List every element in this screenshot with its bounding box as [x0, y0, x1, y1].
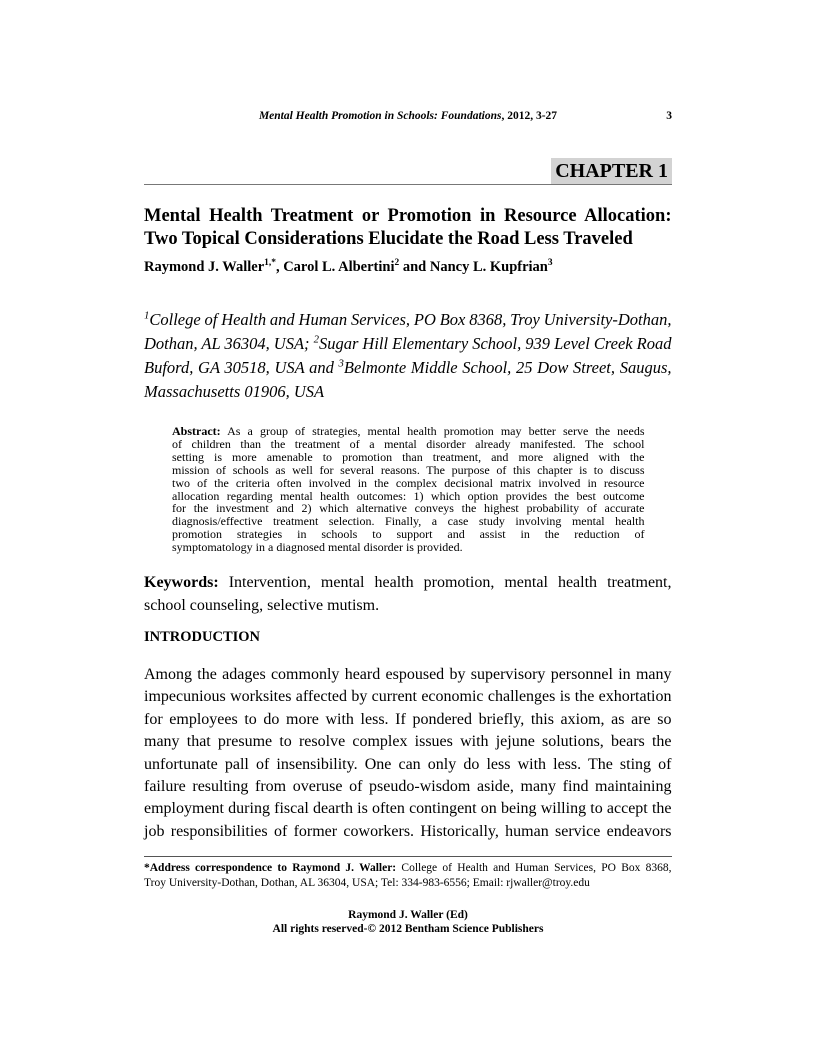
line-text: unfortunate pall of insensibility. One can only do less with less. The sting of: [144, 755, 672, 773]
line-content: [172, 437, 645, 451]
line-text: two of the criteria often involved in the complex decisional matrix involved in resource: [172, 475, 645, 490]
line-content: [172, 540, 463, 554]
line-text: school counseling, selective mutism.: [144, 597, 380, 614]
line-text: employment during fiscal dearth is often contingent on being willing to accept the: [144, 800, 672, 818]
chapter-title-line: [144, 205, 672, 228]
line-text: impecunious worksites affected by current economic challenges is the exhortation: [144, 688, 672, 706]
body-line: [144, 754, 672, 776]
footnote-line: [144, 861, 672, 876]
line-text: many that presume to resolve complex issues with jejune solutions, bears the: [144, 733, 672, 751]
body-line: [144, 776, 672, 798]
author-name: Carol L. Albertini: [283, 259, 395, 275]
line-content: [172, 424, 645, 438]
line-text: for employees to do more with less. If pondered briefly, this axiom, as are so: [144, 710, 672, 728]
chapter-title-line: [144, 228, 672, 251]
chapter-label: CHAPTER 1: [551, 158, 672, 184]
line-content: [144, 877, 590, 889]
line-text: setting is more amenable to promotion than treatment, and more aligned with the: [172, 449, 645, 464]
footnote-rule: [144, 856, 672, 857]
separator: and: [399, 259, 430, 275]
body-line: [144, 709, 672, 731]
label: *Address correspondence to Raymond J. Waller:: [144, 862, 397, 874]
separator: ,: [275, 259, 284, 275]
author-affiliation-mark: 1,*: [264, 258, 276, 269]
running-header: [144, 110, 672, 126]
line-text: symptomatology in a diagnosed mental disorder is provided.: [172, 540, 463, 555]
affiliation-text: Massachusetts 01906, USA: [144, 382, 325, 401]
line-content: [144, 711, 672, 728]
line-text: job responsibilities of former coworkers. Historically, human service endeavors: [144, 822, 672, 840]
line-text: mission of schools as well for several reasons. The purpose of this chapter is to discuss: [172, 462, 645, 477]
affiliation-line: [144, 380, 672, 404]
body-line: [144, 798, 672, 820]
line-text: College of Health and Human Services, PO Box 8368,: [396, 862, 672, 874]
title-text: Mental Health Treatment or Promotion in Resource Allocation:: [144, 206, 672, 226]
footer-copyright: All rights reserved-© 2012 Bentham Science Publishers: [272, 923, 544, 935]
label: Keywords:: [144, 574, 219, 591]
line-content: [144, 574, 672, 591]
author-name: Raymond J. Waller: [144, 259, 265, 275]
line-text: Intervention, mental health promotion, mental health treatment,: [218, 574, 672, 591]
abstract-line: [172, 541, 645, 554]
line-content: [144, 597, 379, 614]
affiliation-mark: 3: [338, 357, 344, 370]
line-content: [144, 733, 672, 750]
affiliation-line: [144, 308, 672, 332]
line-content: [172, 476, 645, 490]
affiliation-text: College of Health and Human Services, PO Box 8368, Troy University-Dothan,: [149, 310, 672, 329]
author-affiliation-mark: 3: [547, 258, 553, 269]
line-content: [144, 778, 672, 795]
line-text: Troy University-Dothan, Dothan, AL 36304, USA; Tel: 334-983-6556; Email: rjwaller@troy.edu: [144, 877, 590, 889]
line-text: of children than the treatment of a mental disorder already manifested. The school: [172, 436, 645, 451]
author-affiliation-mark: 2: [394, 258, 400, 269]
affiliation-text: Buford, GA 30518, USA and: [144, 358, 339, 377]
journal-details: , 2012, 3-27: [501, 110, 558, 122]
affiliation-mark: 2: [313, 333, 319, 346]
line-text: failure resulting from overuse of pseudo-wisdom aside, many find maintaining: [144, 778, 672, 795]
body-line: [144, 821, 672, 843]
line-content: [172, 514, 645, 528]
affiliation-mark: 1: [144, 309, 150, 322]
line-text: diagnosis/effective treatment selection. Finally, a case study involving mental health: [172, 514, 645, 529]
journal-title: Mental Health Promotion in Schools: Foundations: [258, 110, 502, 122]
body-line: [144, 731, 672, 753]
footnote-line: [144, 876, 672, 891]
affiliation-text: Dothan, AL 36304, USA;: [144, 334, 314, 353]
line-content: [144, 823, 672, 840]
label: Abstract:: [172, 424, 221, 438]
line-text: for the investment and 2) which alternative conveys the highest probability of accurate: [172, 501, 645, 516]
line-content: [172, 463, 645, 477]
line-text: Among the adages commonly heard espoused by supervisory personnel in many: [144, 666, 672, 683]
affiliation-text: Sugar Hill Elementary School, 939 Level Creek Road: [318, 334, 672, 353]
keywords-line: [144, 594, 672, 617]
line-text: As a group of strategies, mental health promotion may better serve the needs: [220, 424, 645, 438]
page-number: 3: [666, 110, 672, 122]
line-text: allocation regarding mental health outcomes: 1) which option provides the best outcome: [172, 488, 645, 503]
affiliation-line: [144, 332, 672, 356]
line-content: [172, 450, 645, 464]
line-content: [172, 489, 645, 503]
body-line: [144, 686, 672, 708]
author-name: Nancy L. Kupfrian: [429, 259, 548, 275]
affiliation-text: Belmonte Middle School, 25 Dow Street, Saugus,: [343, 358, 672, 377]
title-text: Two Topical Considerations Elucidate the Road Less Traveled: [144, 229, 633, 249]
line-content: [144, 688, 672, 705]
line-content: [172, 527, 645, 541]
line-text: promotion strategies in schools to support and assist in the reduction of: [172, 527, 645, 542]
affiliation-line: [144, 356, 672, 380]
line-content: [144, 800, 672, 817]
header-rule: [144, 184, 672, 185]
footer-editor: Raymond J. Waller (Ed): [348, 909, 468, 921]
body-line: [144, 664, 672, 686]
author-list: [144, 259, 553, 276]
section-heading: INTRODUCTION: [144, 629, 261, 645]
keywords-line: [144, 571, 672, 594]
line-content: [144, 862, 672, 874]
line-content: [144, 756, 672, 773]
line-content: [144, 666, 672, 683]
line-content: [172, 501, 645, 515]
